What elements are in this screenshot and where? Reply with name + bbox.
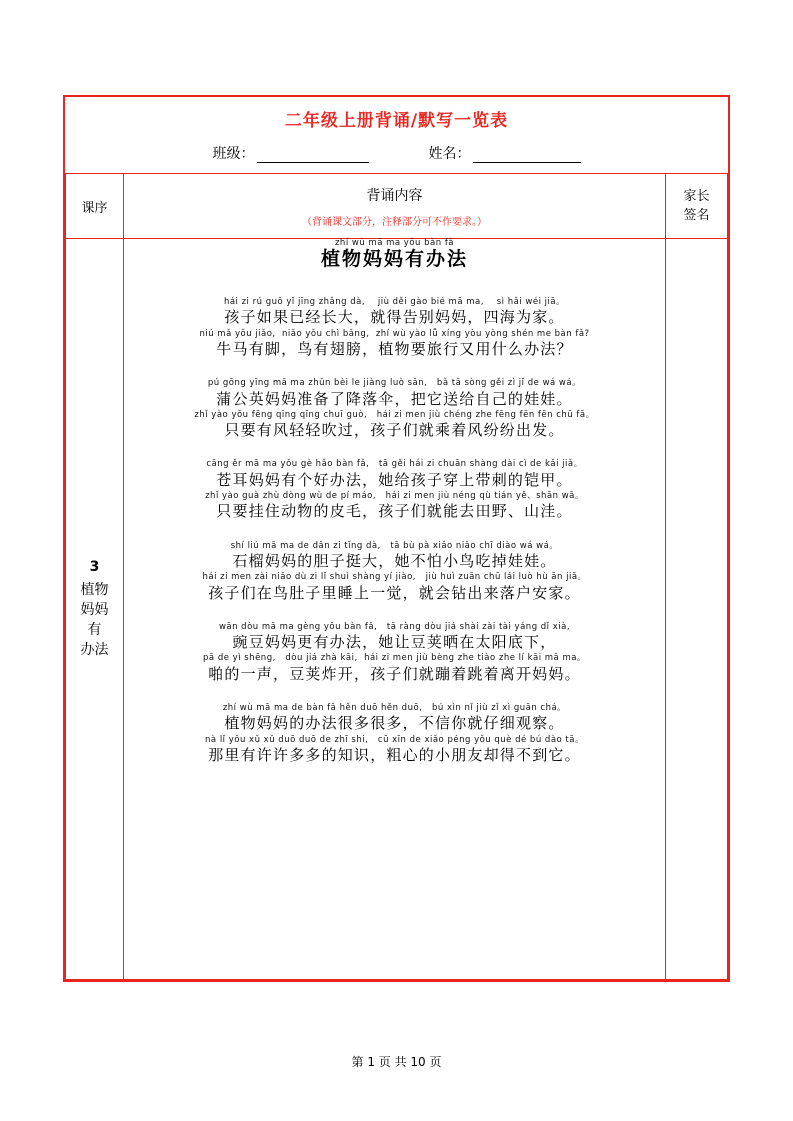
line-pinyin: pú gōng yīng mā ma zhǔn bèi le jiàng luò sǎn, bǎ tā sòng gěi zì jǐ de wá wá。 xyxy=(207,378,582,389)
header-order: 课序 xyxy=(66,174,124,239)
poem-stanza xyxy=(124,623,665,684)
line-pinyin: hái zi men zài niǎo dù zi lǐ shuì shàng yí jiào, jiù huì zuān chū lái luò hù ān jiā。 xyxy=(202,572,587,583)
poem-line xyxy=(124,736,665,766)
title-row xyxy=(65,97,728,137)
lesson-number: 3 xyxy=(89,559,100,576)
line-text: 孩子们在鸟肚子里睡上一觉，就会钻出来落户安家。 xyxy=(208,583,581,602)
poem-stanza xyxy=(124,379,665,440)
poem-line xyxy=(124,411,665,441)
line-text: 只要挂住动物的皮毛，孩子们就能去田野、山洼。 xyxy=(216,502,573,521)
poem-line xyxy=(124,492,665,522)
name-label: 姓名： xyxy=(428,147,471,162)
line-text: 牛马有脚，鸟有翅膀，植物要旅行又用什么办法？ xyxy=(216,340,573,359)
poem-line xyxy=(124,623,665,653)
poem-title-block xyxy=(124,239,665,272)
line-text: 苍耳妈妈有个好办法，她给孩子穿上带刺的铠甲。 xyxy=(216,470,573,489)
header-signature: 家长 签名 xyxy=(666,174,728,239)
line-text: 豌豆妈妈更有办法，她让豆荚晒在太阳底下， xyxy=(232,633,557,652)
poem-stanza xyxy=(124,542,665,603)
student-info-row xyxy=(65,137,728,173)
poem-line xyxy=(124,298,665,328)
poem-line xyxy=(124,330,665,360)
line-pinyin: wān dòu mā ma gèng yǒu bàn fǎ, tā ràng dòu jiá shài zài tài yáng dǐ xià, xyxy=(218,621,571,632)
poem-title: 植物妈妈有办法 xyxy=(320,248,468,271)
line-pinyin: nà lǐ yǒu xǔ xǔ duō duō de zhī shi, cū xīn de xiǎo péng yǒu què dé bú dào tā。 xyxy=(205,734,584,745)
poem-line xyxy=(124,704,665,734)
page-footer: 第 1 页 共 10 页 xyxy=(351,1055,442,1069)
line-pinyin: shí liú mā ma de dǎn zi tǐng dà, tā bù pà xiǎo niǎo chī diào wá wá。 xyxy=(230,540,559,551)
class-input-line[interactable] xyxy=(257,148,369,163)
line-pinyin: zhǐ yào yǒu fēng qīng qīng chuī guò, hái zi men jiù chéng zhe fēng fēn fēn chū fā。 xyxy=(194,409,595,420)
line-pinyin: niú mǎ yǒu jiǎo, niǎo yǒu chì bǎng, zhí wù yào lǚ xíng yòu yòng shén me bàn fǎ? xyxy=(199,328,590,339)
table-header-row xyxy=(66,174,728,239)
name-field xyxy=(429,143,581,163)
poem-line xyxy=(124,542,665,572)
line-text: 植物妈妈的办法很多很多，不信你就仔细观察。 xyxy=(224,714,565,733)
name-input-line[interactable] xyxy=(473,148,581,163)
class-field xyxy=(213,143,369,163)
poem-title-pinyin: zhí wù mā ma yǒu bàn fǎ xyxy=(334,238,455,248)
line-text: 啪的一声，豆荚炸开，孩子们就蹦着跳着离开妈妈。 xyxy=(208,664,581,683)
table-row xyxy=(66,239,728,980)
line-pinyin: zhí wù mā ma de bàn fǎ hěn duō hěn duō, bú xìn nǐ jiù zǐ xì guān chá。 xyxy=(222,703,567,714)
worksheet-sheet xyxy=(63,95,730,982)
line-pinyin: zhǐ yào guà zhù dòng wù de pí máo, hái zi men jiù néng qù tián yě、shān wā。 xyxy=(205,491,584,502)
line-pinyin: pā de yì shēng, dòu jiá zhà kāi, hái zi men jiù bèng zhe tiào zhe lí kāi mā ma。 xyxy=(203,653,586,664)
header-content-note: （背诵课文部分，注释部分可不作要求。） xyxy=(302,216,487,228)
header-content-title: 背诵内容 xyxy=(366,187,423,204)
line-pinyin: cāng ěr mā ma yǒu gè hǎo bàn fǎ, tā gěi hái zi chuān shàng dài cì de kǎi jiǎ。 xyxy=(206,459,583,470)
line-text: 蒲公英妈妈准备了降落伞，把它送给自己的娃娃。 xyxy=(216,389,573,408)
line-text: 只要有风轻轻吹过，孩子们就乘着风纷纷出发。 xyxy=(224,421,565,440)
line-pinyin: hái zi rú guǒ yǐ jīng zhǎng dà, jiù děi gào bié mā ma, sì hǎi wéi jiā。 xyxy=(223,297,566,308)
header-content xyxy=(124,174,666,239)
row-order-cell xyxy=(66,239,124,980)
poem-line xyxy=(124,573,665,603)
class-label: 班级： xyxy=(212,147,255,162)
poem-line xyxy=(124,654,665,684)
line-text: 那里有许许多多的知识，粗心的小朋友却得不到它。 xyxy=(208,745,581,764)
row-signature-cell[interactable] xyxy=(666,239,728,980)
line-text: 石榴妈妈的胆子挺大，她不怕小鸟吃掉娃娃。 xyxy=(232,552,557,570)
poem-line xyxy=(124,460,665,490)
page-title: 二年级上册背诵/默写一览表 xyxy=(284,111,509,131)
recitation-table xyxy=(65,173,728,980)
poem-line xyxy=(124,379,665,409)
poem-stanza xyxy=(124,704,665,765)
row-content-cell xyxy=(124,239,666,980)
poem-stanza xyxy=(124,298,665,359)
line-text: 孩子如果已经长大，就得告别妈妈，四海为家。 xyxy=(224,308,565,327)
lesson-name: 植物 妈妈 有 办法 xyxy=(80,581,109,659)
poem-stanza xyxy=(124,460,665,521)
